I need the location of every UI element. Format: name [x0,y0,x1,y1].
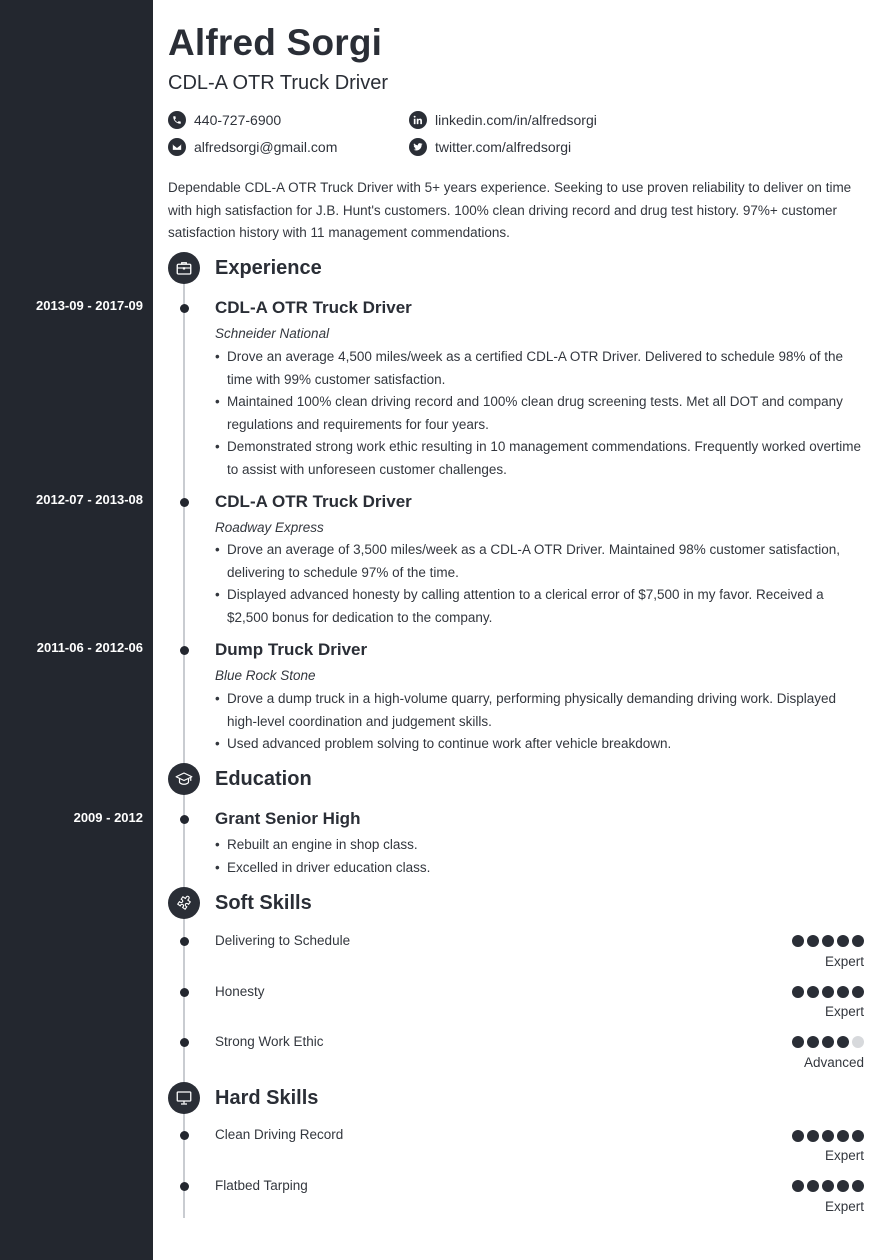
rating-dot-filled [822,935,834,947]
list-item: • Drove an average of 3,500 miles/week as a CDL-A OTR Driver. Maintained 98% customer satisfaction, delivering to schedule 97% of the time. [215,539,863,584]
list-item: • Displayed advanced honesty by calling attention to a clerical error of $7,500 in my favor. Received a $2,500 bonus for dedication to the company. [215,584,863,629]
list-item: • Demonstrated strong work ethic resulting in 10 management commendations. Frequently worked overtime to assist with unforeseen customer challenges. [215,436,863,481]
phone-text: 440-727-6900 [194,112,282,128]
skill-level: Expert [824,954,864,969]
phone-icon [168,111,186,129]
timeline-dot [180,498,189,507]
rating-dot-filled [822,986,834,998]
skill-name: Flatbed Tarping [215,1178,308,1193]
contact-email [168,137,337,157]
list-item: • Excelled in driver education class. [215,857,863,880]
rating-dot-filled [807,935,819,947]
rating-dot-filled [822,1130,834,1142]
skill-name: Clean Driving Record [215,1127,344,1142]
skill-name: Delivering to Schedule [215,933,351,948]
rating-dot-filled [792,986,804,998]
contact-phone [168,110,281,130]
skill-level: Expert [824,1004,864,1019]
rating-dot-empty [852,1036,864,1048]
linkedin-icon [409,111,427,129]
rating-dot-filled [837,1180,849,1192]
job-title: CDL-A OTR Truck Driver [215,492,412,511]
rating-dot-filled [837,935,849,947]
job-company: Schneider National [215,326,330,341]
twitter-text[interactable]: twitter.com/alfredsorgi [435,139,572,155]
summary-paragraph: Dependable CDL-A OTR Truck Driver with 5+ years experience. Seeking to use proven reliability to deliver on time with high satisfaction for J.B. Hunt's customers. 100% clean driving record and drug test history. 97%+ customer satisfaction history with 11 management commendations. [168,180,852,240]
rating-dot-filled [792,1036,804,1048]
job-bullets [215,688,863,756]
candidate-title: CDL-A OTR Truck Driver [168,72,389,94]
rating-dot-filled [807,986,819,998]
briefcase-icon [168,252,200,284]
puzzle-icon [168,887,200,919]
rating-dot-filled [792,1180,804,1192]
skill-rating [792,1180,864,1192]
skill-rating [792,1036,864,1048]
twitter-icon [409,138,427,156]
experience-heading: Experience [215,257,322,279]
candidate-name: Alfred Sorgi [168,22,383,63]
skill-name: Strong Work Ethic [215,1034,324,1049]
rating-dot-filled [852,986,864,998]
rating-dot-filled [852,1130,864,1142]
rating-dot-filled [852,935,864,947]
timeline-dot [180,304,189,313]
rating-dot-filled [807,1036,819,1048]
job-company: Roadway Express [215,520,324,535]
skill-rating [792,986,864,998]
skill-rating [792,1130,864,1142]
hard-skills-heading: Hard Skills [215,1087,319,1109]
envelope-icon [168,138,186,156]
timeline-dot [180,1182,189,1191]
job-title: Dump Truck Driver [215,640,368,659]
job-bullets [215,346,863,481]
job-dates: 2012-07 - 2013-08 [36,492,143,507]
list-item: • Used advanced problem solving to continue work after vehicle breakdown. [215,733,863,756]
rating-dot-filled [807,1130,819,1142]
rating-dot-filled [822,1036,834,1048]
graduation-cap-icon [168,763,200,795]
monitor-icon [168,1082,200,1114]
rating-dot-filled [792,935,804,947]
sidebar [0,0,153,1260]
contact-linkedin [409,110,597,130]
linkedin-text[interactable]: linkedin.com/in/alfredsorgi [435,112,597,128]
contact-twitter [409,137,571,157]
list-item: • Maintained 100% clean driving record and 100% clean drug screening tests. Met all DOT and company regulations and requirements for four years. [215,391,863,436]
rating-dot-filled [852,1180,864,1192]
rating-dot-filled [837,1130,849,1142]
job-title: CDL-A OTR Truck Driver [215,298,412,317]
list-item: • Rebuilt an engine in shop class. [215,834,863,857]
job-dates: 2011-06 - 2012-06 [36,640,143,655]
job-bullets [215,539,863,629]
rating-dot-filled [807,1180,819,1192]
soft-skills-heading: Soft Skills [215,892,312,914]
rating-dot-filled [792,1130,804,1142]
education-heading: Education [215,768,312,790]
timeline-dot [180,937,189,946]
rating-dot-filled [837,1036,849,1048]
job-company: Blue Rock Stone [215,668,316,683]
timeline-dot [180,988,189,997]
timeline-dot [180,646,189,655]
timeline-line [183,282,185,1218]
school-name: Grant Senior High [215,809,361,828]
list-item: • Drove a dump truck in a high-volume quarry, performing physically demanding driving work. Displayed high-level coordination and judgement skills. [215,688,863,733]
email-text[interactable]: alfredsorgi@gmail.com [194,139,338,155]
skill-name: Honesty [215,984,265,999]
education-dates: 2009 - 2012 [73,810,143,825]
list-item: • Drove an average 4,500 miles/week as a certified CDL-A OTR Driver. Delivered to schedule 98% of the time with 99% customer satisfaction. [215,346,863,391]
rating-dot-filled [837,986,849,998]
timeline-dot [180,1038,189,1047]
timeline-dot [180,815,189,824]
skill-level: Advanced [803,1055,864,1070]
timeline-dot [180,1131,189,1140]
job-dates: 2013-09 - 2017-09 [36,298,143,313]
education-bullets [215,834,863,879]
skill-level: Expert [824,1199,864,1214]
skill-rating [792,935,864,947]
skill-level: Expert [824,1148,864,1163]
rating-dot-filled [822,1180,834,1192]
